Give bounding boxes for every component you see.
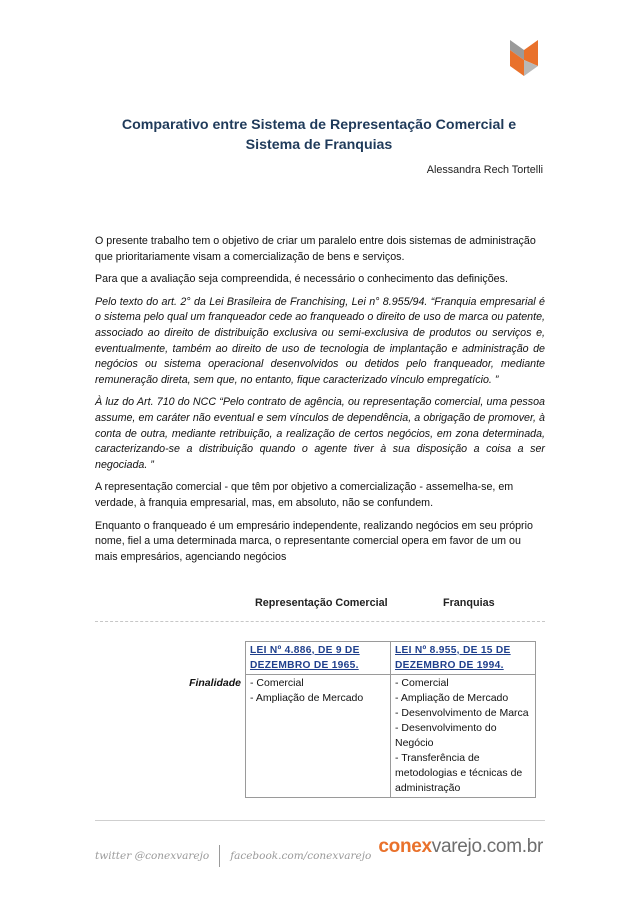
table-header-representacao: Representação Comercial — [255, 597, 388, 609]
list-item: - Desenvolvimento de Marca — [395, 707, 529, 719]
list-item: - Transferência de metodologias e técnicas de administração — [395, 752, 523, 794]
list-item: - Comercial — [395, 677, 449, 689]
twitter-link[interactable]: twitter @conexvarejo — [95, 850, 210, 862]
paragraph-difference: Enquanto o franqueado é um empresário independente, realizando negócios em seu próprio nome, fiel a uma determinada marca, o representante comercial opera em favor de um ou mais empresários, agenciando negócios — [95, 519, 533, 563]
table-divider — [95, 621, 545, 622]
footer-divider — [95, 820, 545, 821]
document-title: Comparativo entre Sistema de Representação Comercial e Sistema de Franquias — [121, 117, 517, 153]
list-item: - Ampliação de Mercado — [395, 692, 509, 704]
footer-separator — [219, 845, 220, 867]
brand-bold: conex — [378, 836, 432, 857]
paragraph-definitions: Para que a avaliação seja compreendida, é necessário o conhecimento das definições. — [95, 273, 508, 286]
table-header-franquias: Franquias — [443, 597, 495, 609]
brand-logo-text[interactable] — [378, 836, 543, 858]
conexvarejo-logo-icon — [506, 38, 542, 78]
list-item: - Ampliação de Mercado — [250, 692, 364, 704]
facebook-link[interactable]: facebook.com/conexvarejo — [230, 850, 372, 862]
paragraph-franchise-law: Pelo texto do art. 2° da Lei Brasileira de Franchising, Lei n° 8.955/94. “Franquia empresarial é o sistema pelo qual um franqueador cede ao franqueado o direito de uso de marca ou patente, associado ao direito de distribuição exclusiva ou semi-exclusiva de produtos ou serviços e, eventualmente, também ao direito de uso de tecnologia de implantação e administração de negócios ou sistema operacional desenvolvidos ou detidos pelo franqueador, mediante remuneração direta, sem que, no entanto, fique caracterizado vínculo empregatício. ” — [95, 295, 545, 386]
paragraph-intro: O presente trabalho tem o objetivo de criar um paralelo entre dois sistemas de administração que prioritariamente visam a comercialização de bens e serviços. — [95, 235, 536, 263]
table-row — [95, 642, 536, 675]
paragraph-comparison: A representação comercial - que têm por objetivo a comercialização - assemelha-se, em verdade, à franquia empresarial, mas, em absoluto, não se confundem. — [95, 481, 514, 509]
cell-representacao — [246, 675, 391, 798]
law-link-franquias[interactable]: LEI Nº 8.955, DE 15 DE DEZEMBRO DE 1994. — [391, 642, 536, 675]
author-name: Alessandra Rech Tortelli — [426, 164, 543, 176]
footer-social — [95, 845, 371, 867]
list-item: - Desenvolvimento do Negócio — [395, 722, 497, 749]
row-label-finalidade: Finalidade — [189, 676, 241, 689]
comparison-table — [95, 641, 536, 798]
law-link-representacao[interactable]: LEI Nº 4.886, DE 9 DE DEZEMBRO DE 1965. — [246, 642, 391, 675]
cell-franquias — [391, 675, 536, 798]
document-body — [95, 234, 545, 572]
table-row — [95, 675, 536, 798]
brand-rest: varejo.com.br — [431, 836, 543, 857]
list-item: - Comercial — [250, 677, 304, 689]
paragraph-ncc: À luz do Art. 710 do NCC “Pelo contrato de agência, ou representação comercial, uma pessoa assume, em caráter não eventual e sem vínculos de dependência, a obrigação de promover, à conta de outra, mediante retribuição, a realização de certos negócios, em zona determinada, caracterizando-se a distribuição quando o agente tiver à sua disposição a coisa a ser negociada. ” — [95, 396, 545, 471]
